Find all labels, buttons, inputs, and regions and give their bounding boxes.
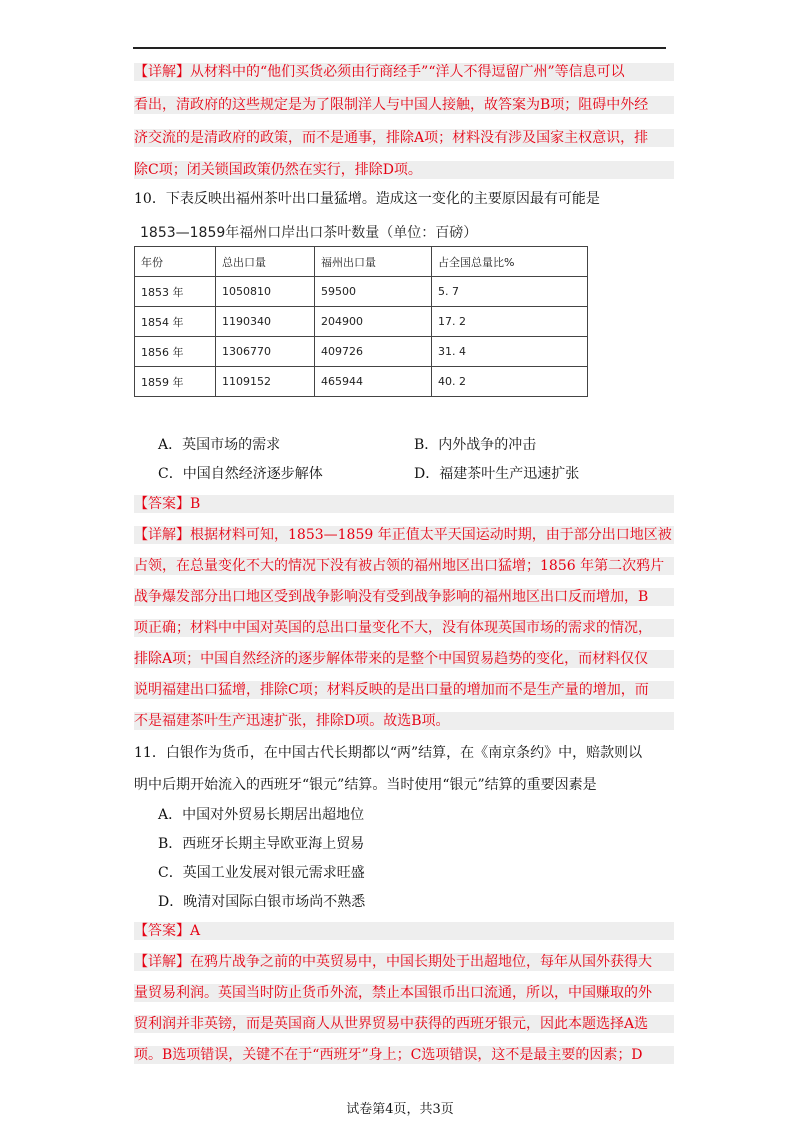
table-row bbox=[135, 277, 588, 307]
table-cell: 31. 4 bbox=[432, 337, 588, 367]
prev-explanation-line: 除C项；闭关锁国政策仍然在实行，排除D项。 bbox=[134, 161, 674, 179]
answer-11: 【答案】A bbox=[134, 922, 674, 940]
prev-explanation-line: 济交流的是清政府的政策，而不是通事，排除A项；材料没有涉及国家主权意识，排 bbox=[134, 129, 674, 147]
explanation-10-line: 排除A项；中国自然经济的逐步解体带来的是整个中国贸易趋势的变化，而材料仅仅 bbox=[134, 650, 674, 668]
table-cell: 40. 2 bbox=[432, 367, 588, 397]
table-cell: 1190340 bbox=[216, 307, 315, 337]
option-d: D．晚清对国际白银市场尚不熟悉 bbox=[158, 894, 366, 910]
question-11-stem-line: 11．白银作为货币，在中国古代长期都以“两”结算，在《南京条约》中，赔款则以 bbox=[134, 745, 643, 761]
option-c: C．中国自然经济逐步解体 bbox=[158, 466, 323, 482]
table-header-row bbox=[135, 247, 588, 277]
explanation-11-line: 贸利润并非英镑，而是英国商人从世界贸易中获得的西班牙银元，因此本题选择A选 bbox=[134, 1015, 674, 1033]
option-d: D．福建茶叶生产迅速扩张 bbox=[414, 466, 580, 482]
table-row bbox=[135, 367, 588, 397]
explanation-10-line: 说明福建出口猛增，排除C项；材料反映的是出口量的增加而不是生产量的增加，而 bbox=[134, 681, 674, 699]
table-cell: 409726 bbox=[315, 337, 432, 367]
table-cell: 1856 年 bbox=[135, 337, 216, 367]
prev-explanation-line: 看出，清政府的这些规定是为了限制洋人与中国人接触，故答案为B项；阻碍中外经 bbox=[134, 96, 674, 114]
option-a: A．中国对外贸易长期居出超地位 bbox=[158, 807, 365, 823]
table-cell: 465944 bbox=[315, 367, 432, 397]
table-header-cell: 年份 bbox=[135, 247, 216, 277]
option-b: B．西班牙长期主导欧亚海上贸易 bbox=[158, 836, 365, 852]
table-cell: 59500 bbox=[315, 277, 432, 307]
table-cell: 1854 年 bbox=[135, 307, 216, 337]
tea-export-table bbox=[134, 246, 588, 397]
prev-explanation-line: 【详解】从材料中的“他们买货必须由行商经手”“洋人不得逗留广州”等信息可以 bbox=[134, 63, 674, 81]
table-cell: 1050810 bbox=[216, 277, 315, 307]
explanation-10-line: 项正确；材料中中国对英国的总出口量变化不大，没有体现英国市场的需求的情况， bbox=[134, 619, 674, 637]
table-cell: 204900 bbox=[315, 307, 432, 337]
explanation-11-line: 【详解】在鸦片战争之前的中英贸易中，中国长期处于出超地位，每年从国外获得大 bbox=[134, 953, 674, 971]
table-header-cell: 占全国总量比% bbox=[432, 247, 588, 277]
answer-10: 【答案】B bbox=[134, 495, 674, 513]
question-10-stem: 10．下表反映出福州茶叶出口量猛增。造成这一变化的主要原因最有可能是 bbox=[134, 191, 600, 207]
page-footer: 试卷第4页，共3页 bbox=[346, 1102, 454, 1117]
table-cell: 1853 年 bbox=[135, 277, 216, 307]
table-cell: 1109152 bbox=[216, 367, 315, 397]
table-cell: 1306770 bbox=[216, 337, 315, 367]
option-b: B．内外战争的冲击 bbox=[414, 437, 537, 453]
table-caption: 1853—1859年福州口岸出口茶叶数量（单位：百磅） bbox=[140, 225, 478, 241]
table-cell: 17. 2 bbox=[432, 307, 588, 337]
top-rule bbox=[133, 47, 666, 49]
table-header-cell: 福州出口量 bbox=[315, 247, 432, 277]
option-a: A．英国市场的需求 bbox=[158, 437, 281, 453]
table-cell: 5. 7 bbox=[432, 277, 588, 307]
explanation-11-line: 项。B选项错误，关键不在于“西班牙”身上；C选项错误，这不是最主要的因素；D bbox=[134, 1046, 674, 1064]
explanation-10-line: 【详解】根据材料可知，1853—1859 年正值太平天国运动时期，由于部分出口地区被 bbox=[134, 526, 674, 544]
option-c: C．英国工业发展对银元需求旺盛 bbox=[158, 865, 365, 881]
table-row bbox=[135, 337, 588, 367]
table-header-cell: 总出口量 bbox=[216, 247, 315, 277]
explanation-10-line: 战争爆发部分出口地区受到战争影响没有受到战争影响的福州地区出口反而增加，B bbox=[134, 588, 674, 606]
question-11-stem-line: 明中后期开始流入的西班牙“银元”结算。当时使用“银元”结算的重要因素是 bbox=[134, 777, 597, 793]
table-cell: 1859 年 bbox=[135, 367, 216, 397]
explanation-10-line: 占领，在总量变化不大的情况下没有被占领的福州地区出口猛增；1856 年第二次鸦片 bbox=[134, 557, 674, 575]
table-row bbox=[135, 307, 588, 337]
explanation-10-line: 不是福建茶叶生产迅速扩张，排除D项。故选B项。 bbox=[134, 712, 674, 730]
explanation-11-line: 量贸易利润。英国当时防止货币外流，禁止本国银币出口流通，所以，中国赚取的外 bbox=[134, 984, 674, 1002]
